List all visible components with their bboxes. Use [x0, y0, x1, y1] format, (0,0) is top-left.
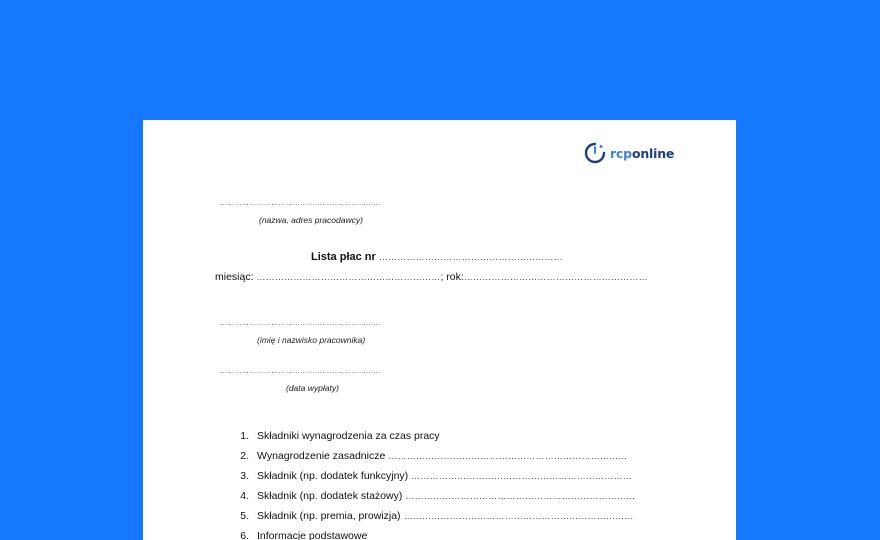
list-item: [229, 469, 635, 489]
title-number-dots: ……………………………………………………: [378, 252, 563, 262]
list-item-dots: …………………………………………………………………: [403, 511, 634, 521]
list-item: [229, 429, 635, 449]
title-label: Lista płac nr: [311, 251, 376, 263]
year-dots: ……………………………………………………: [463, 272, 648, 282]
payment-date-dots: …………………………………………………………: [220, 368, 381, 375]
payment-date-caption: (data wypłaty): [286, 383, 339, 393]
list-item-label: Składnik (np. dodatek funkcyjny): [257, 470, 409, 482]
list-item-label: Składniki wynagrodzenia za czas pracy: [257, 430, 440, 442]
rcponline-logo: [584, 142, 674, 164]
list-item-number: 6.: [240, 530, 249, 540]
list-item-dots: ……………………………………………………………………: [388, 451, 628, 461]
employee-dots: …………………………………………………………: [220, 320, 381, 327]
employee-caption: (imię i nazwisko pracownika): [257, 335, 366, 345]
document-page: [143, 120, 736, 540]
logo-text: rcponline: [610, 145, 675, 161]
list-item-dots: …………………………………………………………………: [405, 491, 636, 501]
list-item-number: 1.: [240, 430, 249, 442]
employer-caption: (nazwa, adres pracodawcy): [259, 215, 363, 225]
year-label: ; rok:: [440, 271, 464, 283]
list-item-number: 5.: [240, 510, 249, 522]
list-item-label: Składnik (np. dodatek stażowy): [257, 490, 403, 502]
list-item: [229, 509, 635, 529]
list-item-label: Składnik (np. premia, prowizja): [257, 510, 401, 522]
list-item: [229, 489, 635, 509]
list-item-dots: ………………………………………………………………: [411, 471, 632, 481]
list-item-number: 4.: [240, 490, 249, 502]
document-title: [311, 251, 563, 263]
list-item: [229, 529, 635, 540]
month-dots: ……………………………………………………: [256, 272, 441, 282]
list-item-label: Wynagrodzenie zasadnicze: [257, 450, 386, 462]
employer-dots: …………………………………………………………: [220, 200, 381, 207]
list-item-number: 3.: [240, 470, 249, 482]
clock-logo-icon: [584, 142, 606, 164]
month-label: miesiąc:: [215, 271, 254, 283]
list-item-label: Informacje podstawowe: [257, 530, 368, 540]
period-line: [215, 271, 648, 283]
list-item: [229, 449, 635, 469]
list-item-number: 2.: [240, 450, 249, 462]
salary-items-list: [229, 429, 635, 540]
